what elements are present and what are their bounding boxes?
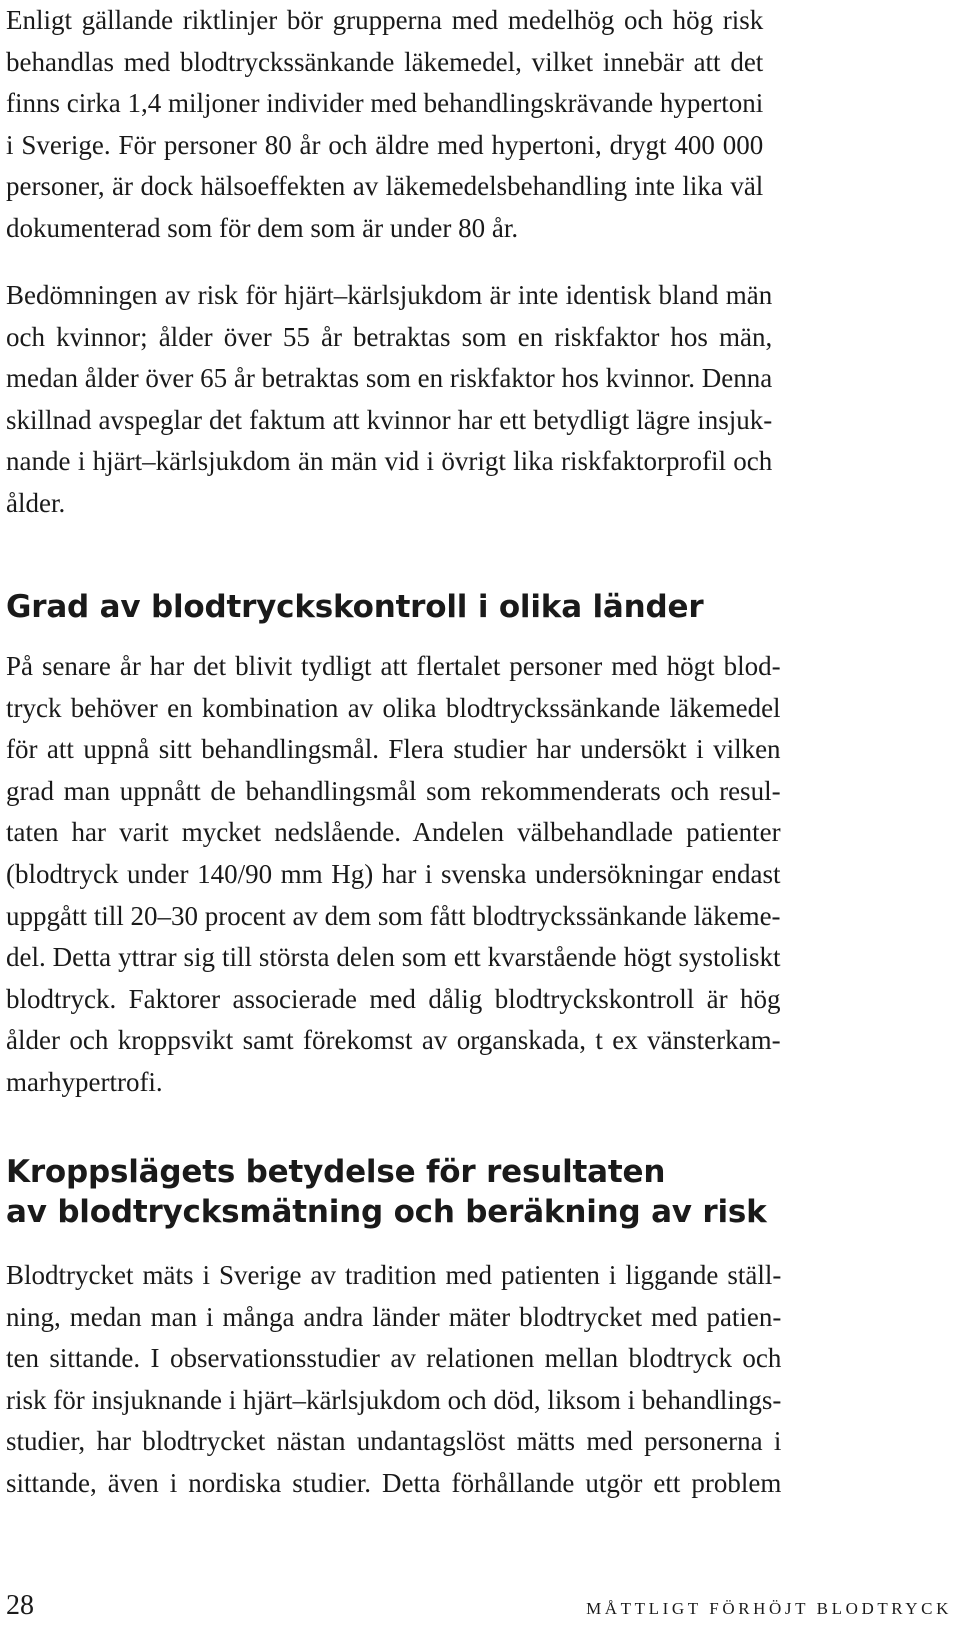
paragraph-risk-groups [6,0,763,250]
paragraph-body-position [6,1255,781,1505]
text-line: risk för insjuknande i hjärt–kärlsjukdom och död, liksom i behandlings- [6,1384,782,1415]
text-line: blodtryck. Faktorer associerade med dålig blodtryckskontroll är hög [6,983,781,1014]
text-line: ten sittande. I observationsstudier av relationen mellan blodtryck och [6,1343,782,1374]
paragraph-gender-risk [6,275,772,525]
text-line: behandlas med blodtryckssänkande läkemedel, vilket innebär att det [6,46,764,77]
text-line: grad man uppnått de behandlingsmål som rekommenderats och resul- [6,775,781,806]
text-line: ålder och kroppsvikt samt förekomst av organskada, t ex vänsterkam- [6,1025,781,1056]
text-line: (blodtryck under 140/90 mm Hg) har i svenska undersökningar endast [6,858,781,889]
text-line: Enligt gällande riktlinjer bör grupperna med medelhög och hög risk [6,5,764,35]
section-heading-body-position [6,1152,767,1232]
text-line: dokumenterad som för dem som är under 80 år. [6,212,519,243]
text-line: uppgått till 20–30 procent av dem som fått blodtryckssänkande läkeme- [6,900,781,931]
text-line: för att uppnå sitt behandlingsmål. Flera studier har undersökt i vilken [6,734,781,765]
text-line: studier, har blodtrycket nästan undantagslöst mätts med personerna i [6,1426,782,1457]
text-line: tryck behöver en kombination av olika blodtryckssänkande läkemedel [6,692,781,723]
text-line: finns cirka 1,4 miljoner individer med behandlingskrävande hypertoni [6,88,764,119]
text-line: ning, medan man i många andra länder mäter blodtrycket med patien- [6,1301,782,1332]
text-line: i Sverige. För personer 80 år och äldre med hypertoni, drygt 400 000 [6,129,764,160]
text-line: marhypertrofi. [6,1066,163,1097]
heading-line: av blodtrycksmätning och beräkning av risk [6,1194,767,1230]
text-line: sittande, även i nordiska studier. Detta förhållande utgör ett problem [6,1467,782,1498]
text-line: taten har varit mycket nedslående. Andelen välbehandlade patienter [6,817,781,848]
heading-line: Kroppslägets betydelse för resultaten [6,1154,666,1190]
paragraph-blood-pressure-control [6,646,781,1104]
page-number: 28 [6,1590,34,1621]
text-line: ålder. [6,487,66,518]
text-line: På senare år har det blivit tydligt att flertalet personer med högt blod- [6,651,781,681]
text-line: del. Detta yttrar sig till största delen som ett kvarstående högt systoliskt [6,942,781,973]
text-line: Bedömningen av risk för hjärt–kärlsjukdom är inte identisk bland män [6,280,773,310]
text-line: Blodtrycket mäts i Sverige av tradition med patienten i liggande ställ- [6,1260,782,1290]
text-line: personer, är dock hälsoeffekten av läkemedelsbehandling inte lika väl [6,171,764,202]
text-line: och kvinnor; ålder över 55 år betraktas som en riskfaktor hos män, [6,321,773,352]
text-line: skillnad avspeglar det faktum att kvinnor har ett betydligt lägre insjuk- [6,404,773,435]
text-line: medan ålder över 65 år betraktas som en riskfaktor hos kvinnor. Denna [6,363,773,394]
section-heading-blood-pressure-control: Grad av blodtryckskontroll i olika länder [6,589,704,625]
running-title: MÅTTLIGT FÖRHÖJT BLODTRYCK [586,1599,952,1618]
text-line: nande i hjärt–kärlsjukdom än män vid i övrigt lika riskfaktorprofil och [6,446,773,477]
